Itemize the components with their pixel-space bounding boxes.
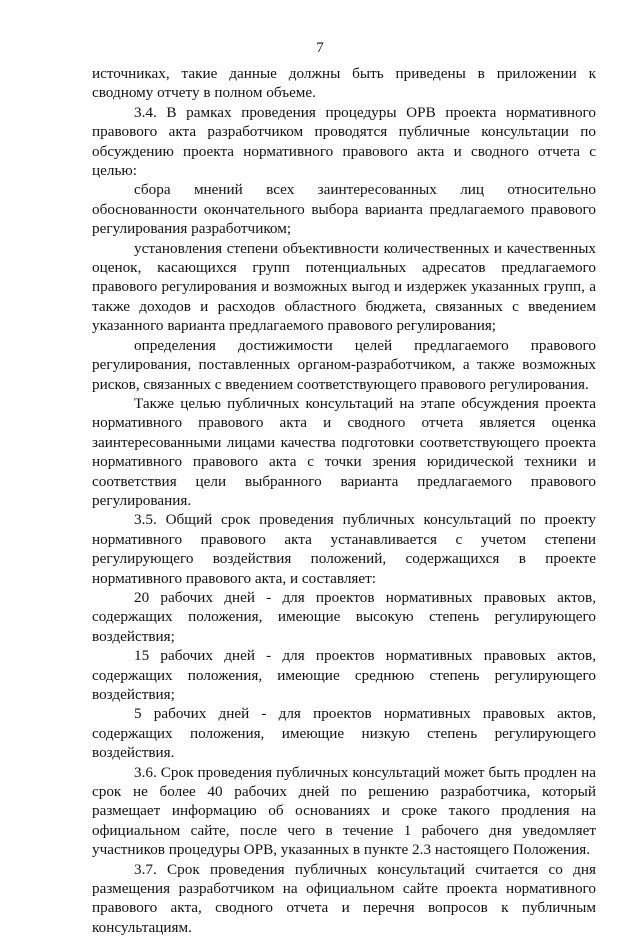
list-item-goal-achievability: определения достижимости целей предлагаемого правового регулирования, поставленных органом-разработчиком, а также возможных рисков, связанных с введением соответствующего правового регулирования.	[92, 336, 596, 393]
paragraph-continuation: источниках, такие данные должны быть приведены в приложении к сводному отчету в полном объеме.	[92, 65, 596, 102]
list-item-objectivity: установления степени объективности количественных и качественных оценок, касающихся групп потенциальных адресатов предлагаемого правового регулирования и возможных выгод и издержек указанных групп, а также доходов и расходов областного бюджета, связанных с введением указанного варианта предлагаемого правового регулирования;	[92, 239, 596, 335]
paragraph-also-purpose: Также целью публичных консультаций на этапе обсуждения проекта нормативного правового акта и сводного отчета является оценка заинтересованными лицами качества подготовки соответствующего проекта нормативного правового акта с точки зрения юридической техники и соответствия цели выбранного варианта предлагаемого правового регулирования.	[92, 394, 596, 509]
list-item-20-days: 20 рабочих дней - для проектов нормативных правовых актов, содержащих положения, имеющие высокую степень регулирующего воздействия;	[92, 588, 596, 645]
paragraph-3-4: 3.4. В рамках проведения процедуры ОРВ проекта нормативного правового акта разработчиком проводятся публичные консультации по обсуждению проекта нормативного правового акта и сводного отчета с целью:	[92, 103, 596, 180]
list-item-5-days: 5 рабочих дней - для проектов нормативных правовых актов, содержащих положения, имеющие низкую степень регулирующего воздействия.	[92, 705, 596, 762]
document-body	[92, 64, 596, 937]
paragraph-3-6: 3.6. Срок проведения публичных консультаций может быть продлен на срок не более 40 рабочих дней по решению разработчика, который размещает информацию об основаниях и сроке такого продления на официальном сайте, после чего в течение 1 рабочего дня уведомляет участников процедуры ОРВ, указанных в пункте 2.3 настоящего Положения.	[92, 763, 596, 859]
list-item-collect-opinions: сбора мнений всех заинтересованных лиц относительно обоснованности окончательного выбора варианта предлагаемого правового регулирования разработчиком;	[92, 181, 596, 238]
paragraph-3-5: 3.5. Общий срок проведения публичных консультаций по проекту нормативного правового акта устанавливается с учетом степени регулирующего воздействия положений, содержащихся в проекте нормативного правового акта, и составляет:	[92, 511, 596, 587]
list-item-15-days: 15 рабочих дней - для проектов нормативных правовых актов, содержащих положения, имеющие среднюю степень регулирующего воздействия;	[92, 647, 596, 703]
page-number: 7	[316, 40, 324, 56]
paragraph-3-7: 3.7. Срок проведения публичных консультаций считается со дня размещения разработчиком на официальном сайте проекта нормативного правового акта, сводного отчета и перечня вопросов к публичным консультациям.	[92, 860, 596, 936]
